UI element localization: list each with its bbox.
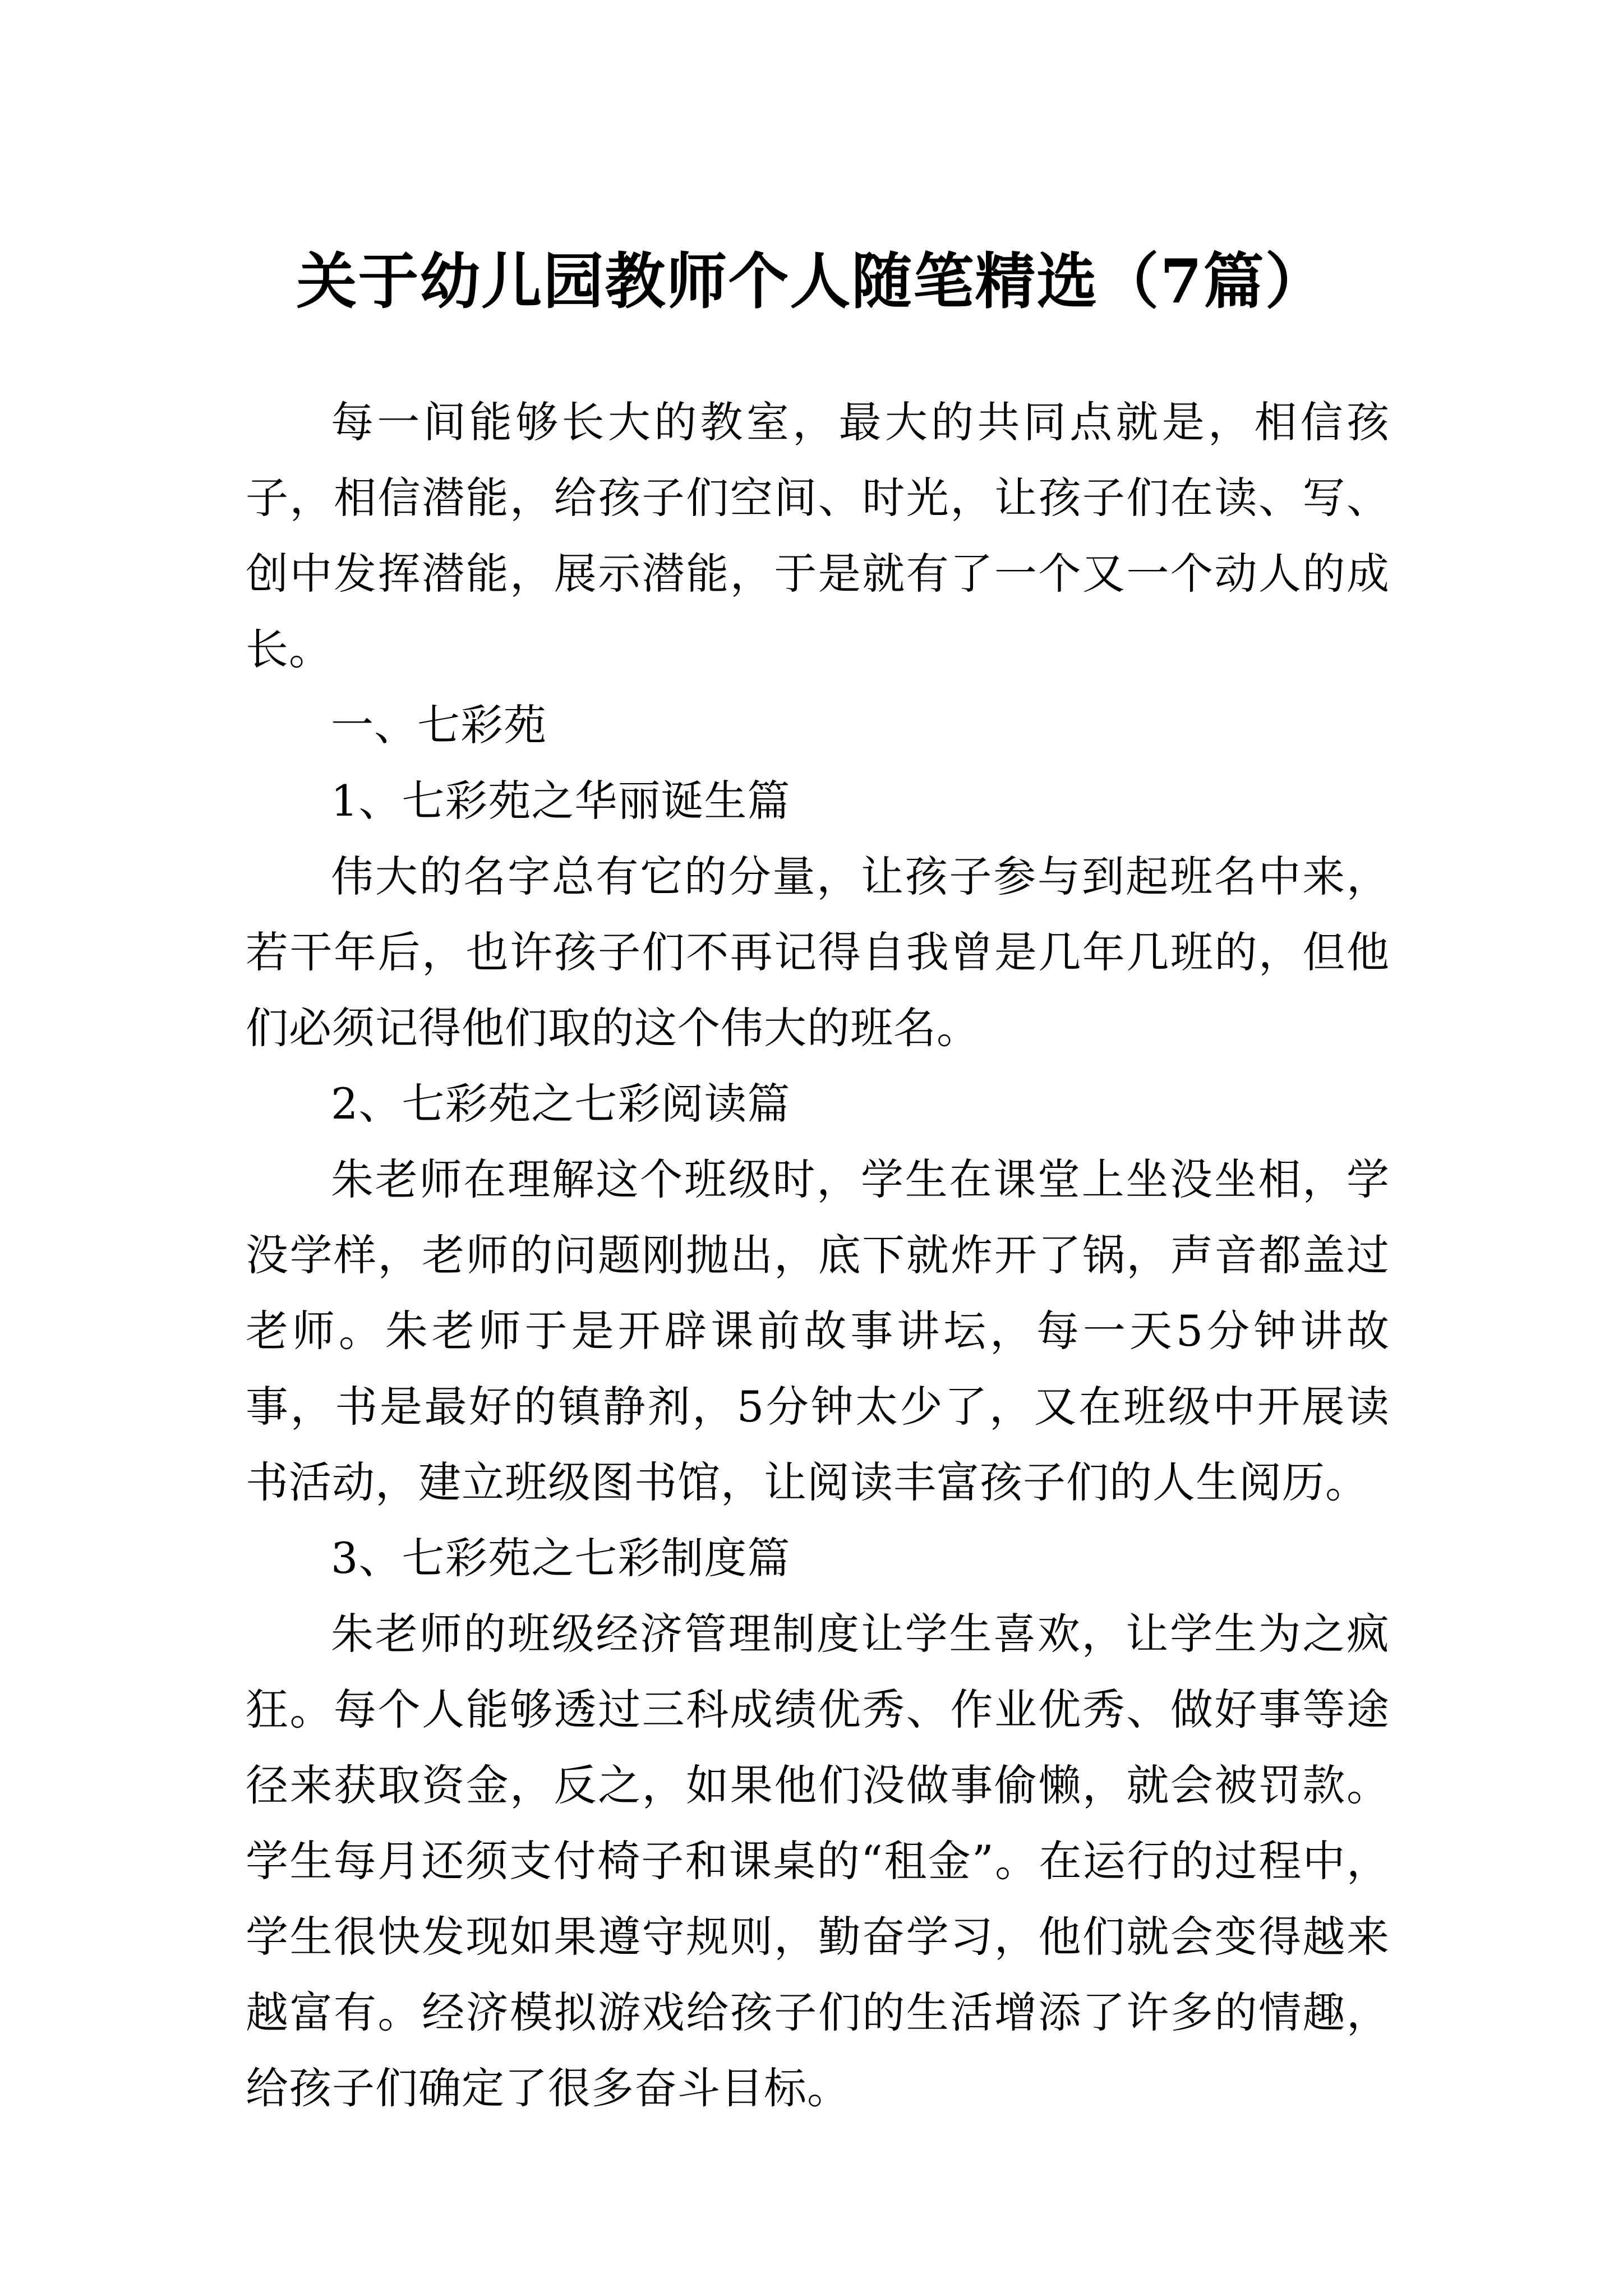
- subheading-1: 1、七彩苑之华丽诞生篇: [331, 776, 791, 826]
- paragraph-3: 朱老师的班级经济管理制度让学生喜欢，让学生为之疯狂。每个人能够透过三科成绩优秀、作业优秀、做好事等途径来获取资金，反之，如果他们没做事偷懒，就会被罚款。学生每月还须支付椅子和课桌的“租金”。在运行的过程中，学生很快发现如果遵守规则，勤奋学习，他们就会变得越来越富有。经济模拟游戏给孩子们的生活增添了许多的情趣，给孩子们确定了很多奋斗目标。: [246, 1609, 1390, 2113]
- paragraph-1: 伟大的名字总有它的分量，让孩子参与到起班名中来，若干年后，也许孩子们不再记得自我曾是几年几班的，但他们必须记得他们取的这个伟大的班名。: [246, 852, 1390, 1053]
- paragraph-2: 朱老师在理解这个班级时，学生在课堂上坐没坐相，学没学样，老师的问题刚抛出，底下就炸开了锅，声音都盖过老师。朱老师于是开辟课前故事讲坛，每一天5分钟讲故事，书是最好的镇静剂，5分钟太少了，又在班级中开展读书活动，建立班级图书馆，让阅读丰富孩子们的人生阅历。: [246, 1154, 1390, 1507]
- document-body: [246, 384, 1390, 2126]
- subheading-2: 2、七彩苑之七彩阅读篇: [331, 1079, 791, 1129]
- document-title: 关于幼儿园教师个人随笔精选（7篇）: [296, 246, 1327, 318]
- intro-paragraph: 每一间能够长大的教室，最大的共同点就是，相信孩子，相信潜能，给孩子们空间、时光，让孩子们在读、写、创中发挥潜能，展示潜能，于是就有了一个又一个动人的成长。: [246, 397, 1390, 674]
- section-heading-qicaiyuan: 一、七彩苑: [331, 700, 547, 750]
- subheading-3: 3、七彩苑之七彩制度篇: [331, 1533, 791, 1583]
